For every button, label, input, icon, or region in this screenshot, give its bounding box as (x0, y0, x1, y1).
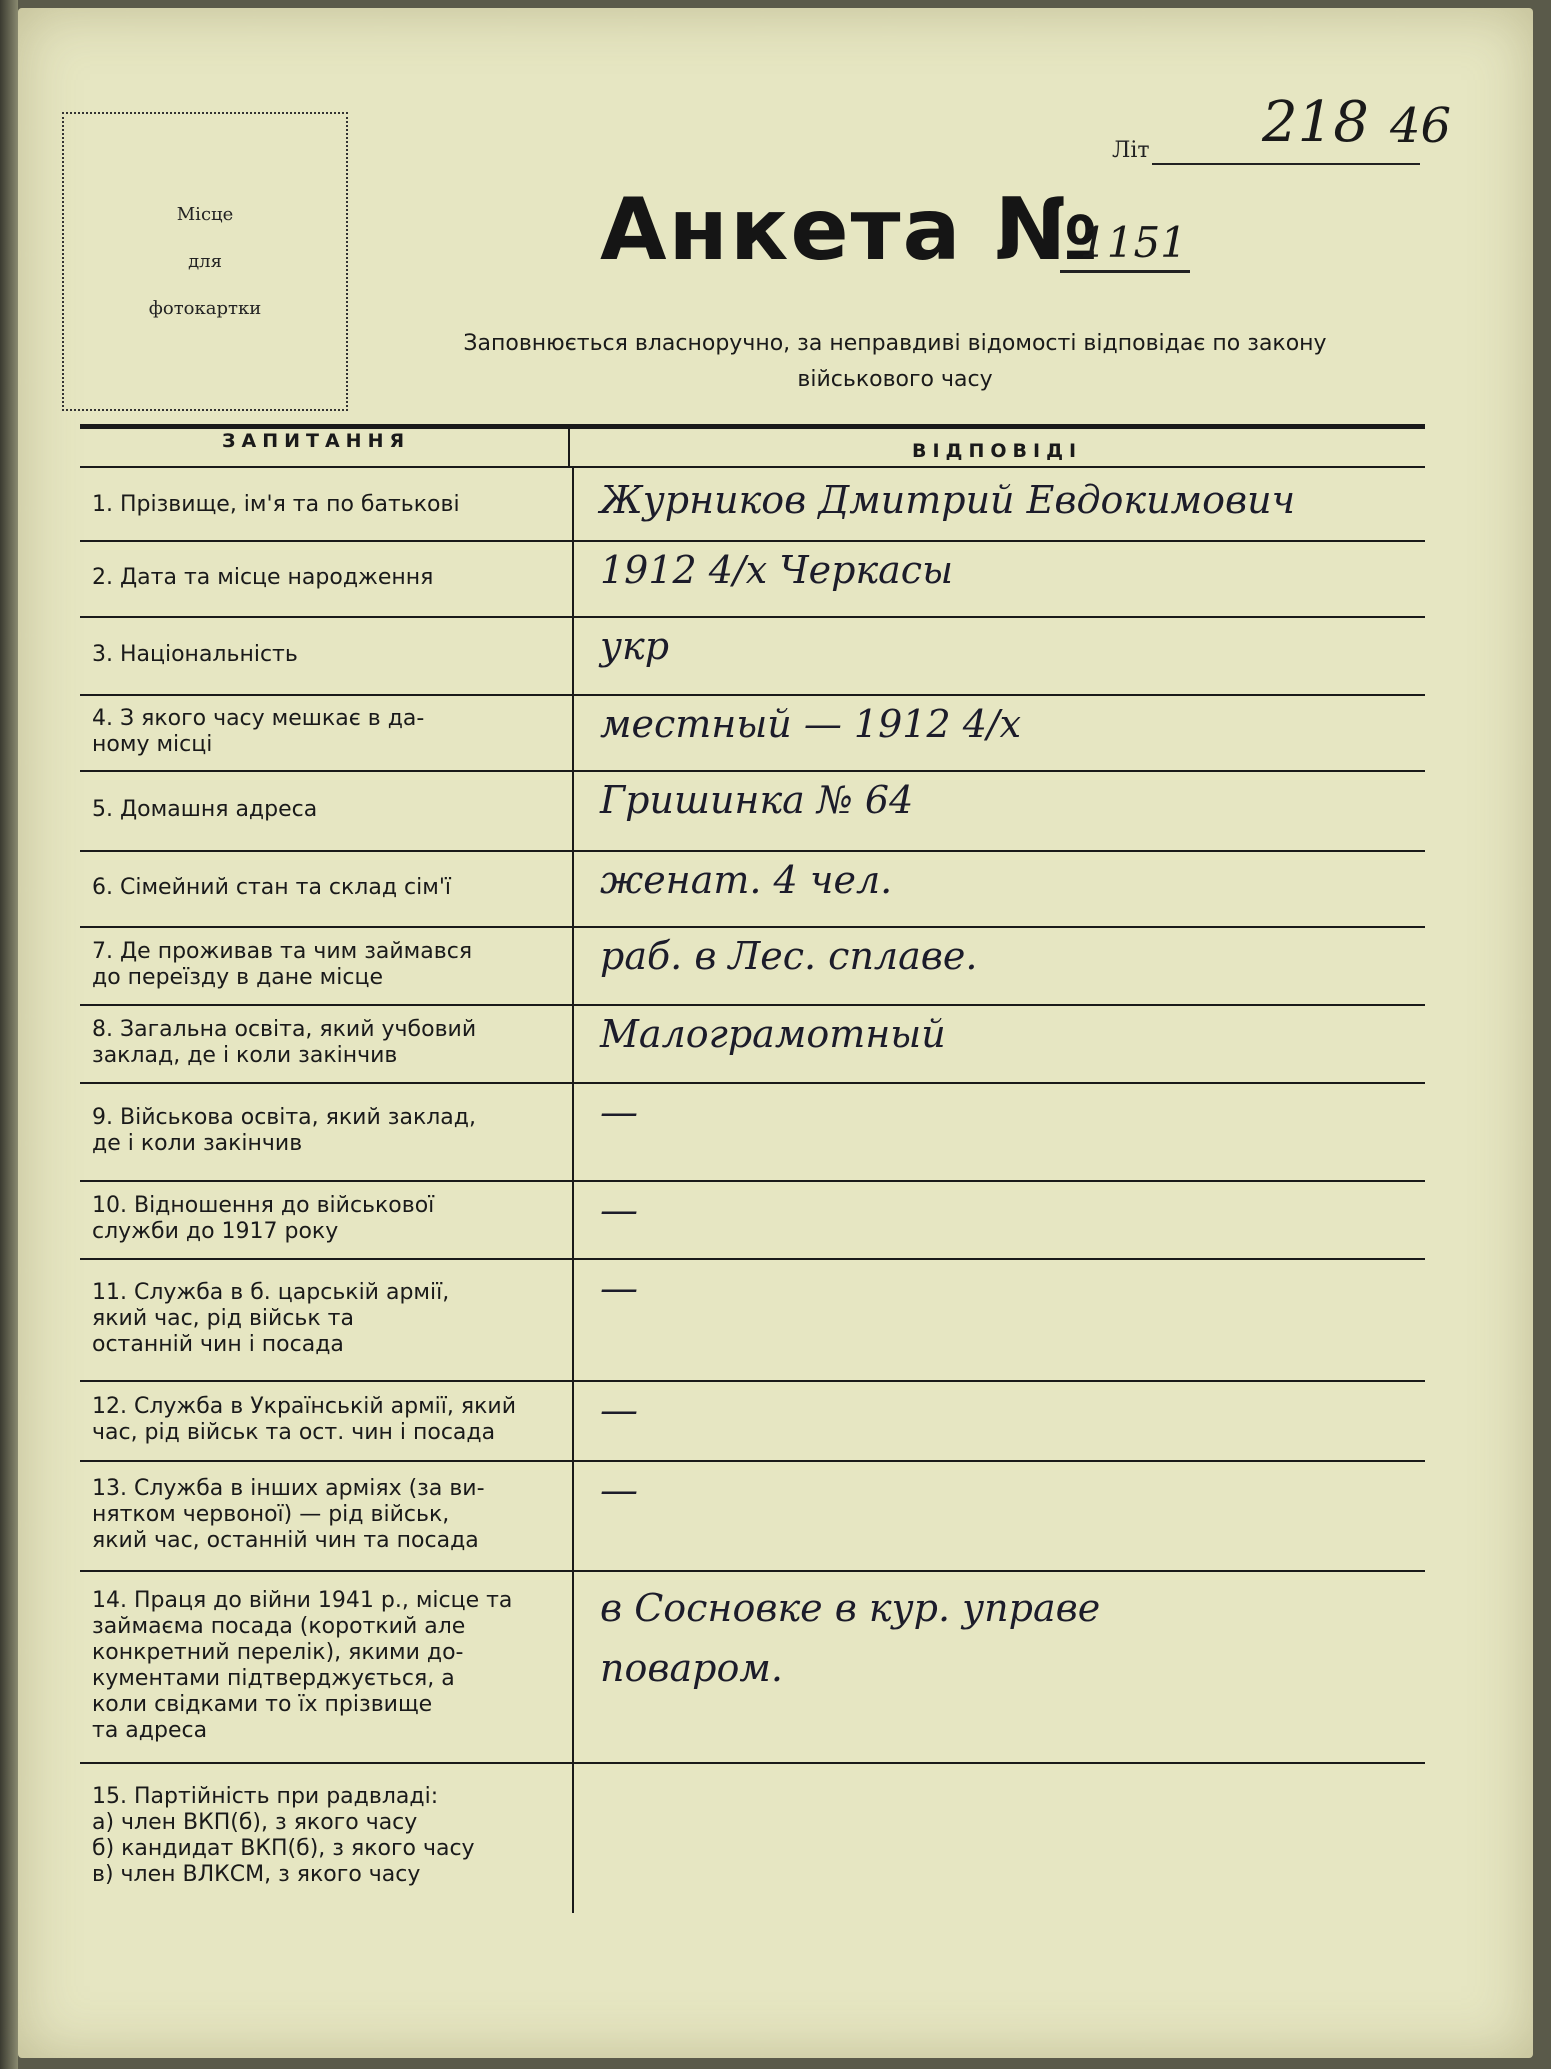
lit-value: 218 (1262, 90, 1369, 155)
row-separator (80, 1762, 1425, 1764)
title-underline (1060, 270, 1190, 273)
row-separator (80, 1004, 1425, 1006)
row-separator (80, 1460, 1425, 1462)
row-separator (80, 850, 1425, 852)
answer-4: местный — 1912 4/x (600, 702, 1022, 746)
header-divider (568, 426, 570, 468)
row-separator (80, 770, 1425, 772)
binding-edge (0, 0, 18, 2069)
question-5: 5. Домашня адреса (92, 797, 318, 822)
row-separator (80, 540, 1425, 542)
question-15: 15. Партійність при радвладі: а) член ВКП(б), з якого часу б) кандидат ВКП(б), з якого часу в) член ВЛКСМ, з якого часу (92, 1784, 475, 1887)
row-separator (80, 1082, 1425, 1084)
form-title: Анкета № (600, 180, 1100, 280)
question-1: 1. Прізвище, ім'я та по батькові (92, 492, 460, 517)
answer-10: — (600, 1188, 638, 1232)
answer-14: в Сосновке в кур. управе поваром. (600, 1586, 1101, 1690)
lit-underline (1152, 163, 1420, 165)
row-separator (80, 616, 1425, 618)
question-12: 12. Служба в Українській армії, який час, рід військ та ост. чин і посада (92, 1394, 517, 1445)
question-14: 14. Праця до війни 1941 р., місце та займаєма посада (короткий але конкретний перелік), якими до- кументами підтверджується, а коли свідками то їх прізвище та адреса (92, 1588, 513, 1743)
answer-12: — (600, 1388, 638, 1432)
row-separator (80, 1258, 1425, 1260)
column-divider (572, 468, 574, 1913)
question-13: 13. Служба в інших арміях (за ви- нятком червоної) — рід військ, який час, останній чин та посада (92, 1476, 485, 1553)
answer-1: Журников Дмитрий Евдокимович (600, 478, 1296, 522)
answer-5: Гришинка № 64 (600, 778, 914, 822)
question-6: 6. Сімейний стан та склад сім'ї (92, 875, 452, 900)
form-number: 1151 (1080, 218, 1187, 267)
question-7: 7. Де проживав та чим займався до переїзду в дане місце (92, 939, 473, 990)
row-separator (80, 694, 1425, 696)
answer-8: Малограмотный (600, 1012, 946, 1056)
question-8: 8. Загальна освіта, який учбовий заклад, де і коли закінчив (92, 1017, 477, 1068)
question-10: 10. Відношення до військової служби до 1917 року (92, 1193, 435, 1244)
answer-7: раб. в Лес. сплаве. (600, 934, 978, 978)
answer-13: — (600, 1468, 638, 1512)
answer-2: 1912 4/x Черкасы (600, 548, 954, 592)
answer-3: укр (600, 624, 670, 668)
answer-11: — (600, 1266, 638, 1310)
row-separator (80, 1570, 1425, 1572)
question-3: 3. Національність (92, 642, 298, 667)
row-separator (80, 1380, 1425, 1382)
row-separator (80, 926, 1425, 928)
question-11: 11. Служба в б. царській армії, який час, рід військ та останній чин і посада (92, 1280, 450, 1357)
photo-label-2: для (188, 251, 222, 272)
header-bottom-rule (80, 466, 1425, 468)
question-2: 2. Дата та місце народження (92, 565, 434, 590)
answers-header: ВІДПОВІДІ (912, 440, 1083, 462)
header-rule (80, 424, 1425, 429)
photo-label-3: фотокартки (148, 298, 262, 319)
row-separator (80, 1180, 1425, 1182)
form-subtitle: Заповнюється власноручно, за неправдиві відомості відповідає по закону військового часу (463, 331, 1327, 392)
answer-6: женат. 4 чел. (600, 858, 893, 902)
question-9: 9. Військова освіта, який заклад, де і коли закінчив (92, 1105, 476, 1156)
lit-extra: 46 (1390, 98, 1452, 154)
answer-9: — (600, 1090, 638, 1134)
photo-label-1: Місце (176, 204, 234, 225)
photo-placeholder (62, 112, 348, 411)
questions-header: ЗАПИТАННЯ (222, 430, 411, 452)
question-4: 4. З якого часу мешкає в да- ному місці (92, 706, 425, 757)
lit-label: Літ (1112, 138, 1150, 163)
